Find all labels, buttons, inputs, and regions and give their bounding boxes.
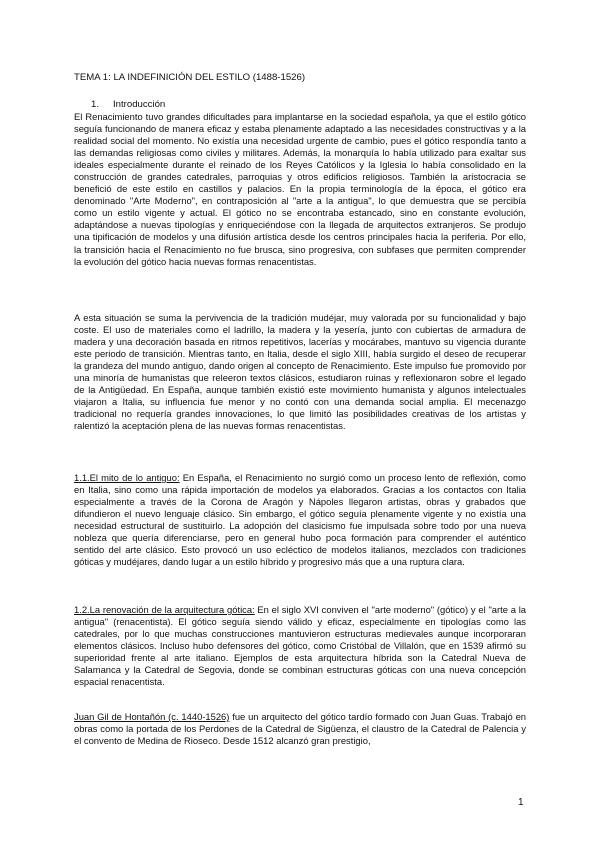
section-title: Introducción xyxy=(113,99,166,110)
paragraph-mito-antiguo xyxy=(74,472,526,568)
subsection-heading: 1.2.La renovación de la arquitectura gótica: xyxy=(74,604,255,615)
paragraph-text: El Renacimiento tuvo grandes dificultades para implantarse en la sociedad española, ya que el estilo gótico seguía funcionando de manera eficaz y estaba plenamente adaptado a las necesidades constructivas y a la realidad social del momento. No existía una necesidad urgente de cambio, pues el gótico respondía tanto a las demandas religiosas como civiles y militares. Además, la monarquía lo había utilizado para exaltar sus ideales especialmente durante el reinado de los Reyes Católicos y la Iglesia lo había consolidado en la construcción de grandes catedrales, parroquias y otros edificios religiosos. También la aristocracia se benefició de este estilo en castillos y palacios. En la propia terminología de la época, el gótico era denominado "Arte Moderno", en contraposición al "arte a la antigua", lo que demuestra que se percibía como un estilo vigente y actual. El gótico no se encontraba estancado, sino en constante evolución, adaptándose a nuevas tipologías y enriqueciéndose con la llegada de arquitectos extranjeros. Se produjo una tipificación de modelos y una difusión artística desde los centros principales hacia la periferia. Por ello, la transición hacia el Renacimiento no fue brusca, sino progresiva, con subfases que permiten comprender la evolución del gótico hacia nuevas formas renacentistas. xyxy=(74,111,526,267)
paragraph-intro-2 xyxy=(74,312,526,432)
paragraph-text: fue un arquitecto del gótico tardío formado con Juan Guas. Trabajó en obras como la portada de los Perdones de la Catedral de Sigüenza, el claustro de la Catedral de Palencia y el convento de Medina de Rioseco. Desde 1512 alcanzó gran prestigio, xyxy=(74,711,526,747)
document-title: TEMA 1: LA INDEFINICIÓN DEL ESTILO (1488-1526) xyxy=(74,72,306,83)
subsection-heading: Juan Gil de Hontañón (c. 1440-1526) xyxy=(74,711,230,722)
subsection-heading: 1.1.El mito de lo antiguo: xyxy=(74,472,180,483)
section-heading xyxy=(91,99,165,110)
paragraph-juan-gil xyxy=(74,711,526,747)
page-number: 1 xyxy=(518,797,524,808)
paragraph-intro-1 xyxy=(74,111,526,268)
paragraph-text: A esta situación se suma la pervivencia de la tradición mudéjar, muy valorada por su funcionalidad y bajo coste. El uso de materiales como el ladrillo, la madera y la yesería, junto con cubiertas de armadura de madera y una decoración basada en ritmos repetitivos, lacerías y mocárabes, mantuvo su vigencia durante este periodo de transición. Mientras tanto, en Italia, desde el siglo XIII, había surgido el deseo de recuperar la grandeza del mundo antiguo, dando origen al concepto de Renacimiento. Este impulso fue promovido por una minoría de humanistas que releeron textos clásicos, estudiaron ruinas y reflexionaron sobre el legado de la Antigüedad. En España, aunque también existió este movimiento humanista y algunos intelectuales viajaron a Italia, su influencia fue menor y no contó con una demanda social amplia. El mecenazgo tradicional no requería grandes innovaciones, lo que limitó las posibilidades creativas de los artistas y ralentizó la aceptación plena de las nuevas formas renacentistas. xyxy=(74,312,526,432)
paragraph-text: En España, el Renacimiento no surgió como un proceso lento de reflexión, como en Italia, sino como una rápida importación de modelos ya elaborados. Gracias a los contactos con Italia especialmente a través de la Corona de Aragón y Nápoles llegaron artistas, obras y grabados que difundieron el nuevo lenguaje clásico. Sin embargo, el gótico seguía plenamente vigente y no existía una necesidad estructural de sustituirlo. La adopción del clasicismo fue impulsada sobre todo por una nueva nobleza que quería diferenciarse, pero en general hubo poca formación para comprender el auténtico sentido del arte clásico. Esto provocó un uso ecléctico de modelos italianos, mezclados con tradiciones góticas y mudéjares, dando lugar a un estilo híbrido y progresivo más que a una ruptura clara. xyxy=(74,472,526,568)
paragraph-renovacion-gotica xyxy=(74,604,526,688)
section-number: 1. xyxy=(91,99,100,110)
paragraph-text: En el siglo XVI conviven el "arte moderno" (gótico) y el "arte a la antigua" (renacentista). El gótico seguía siendo válido y eficaz, especialmente en tipologías como las catedrales, por lo que muchas construcciones mantuvieron estructuras medievales aunque incorporaran elementos clásicos. Incluso hubo defensores del gótico, como Cristóbal de Villalón, que en 1539 afirmó su superioridad frente al arte italiano. Ejemplos de esta arquitectura híbrida son la Catedral Nueva de Salamanca y la Catedral de Segovia, donde se combinan estructuras góticas con una nueva concepción espacial renacentista. xyxy=(74,604,526,688)
